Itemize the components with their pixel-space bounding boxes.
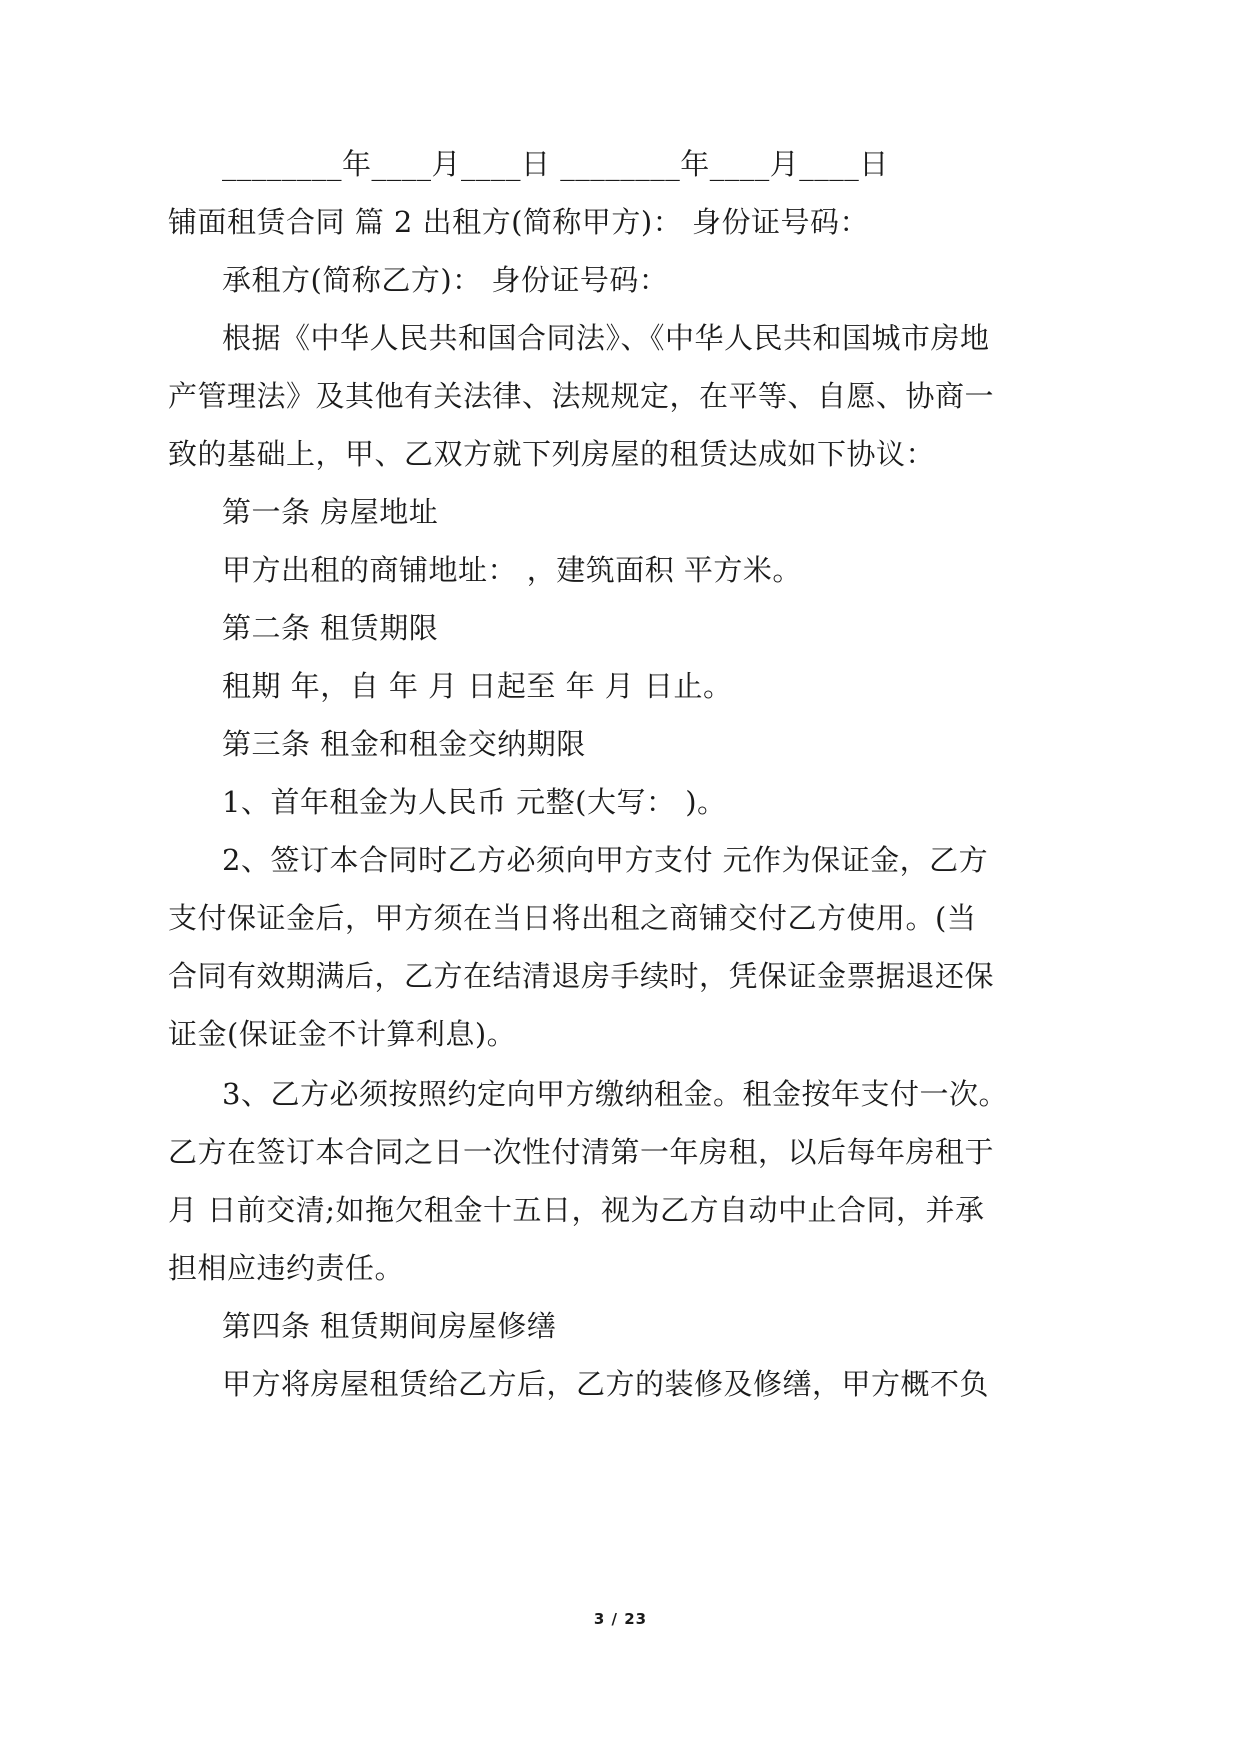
page-number: 3 / 23: [593, 1610, 648, 1628]
article3-item2-line-2: 支付保证金后，甲方须在当日将出租之商铺交付乙方使用。(当: [168, 901, 977, 935]
article4-title: 第四条 租赁期间房屋修缮: [222, 1309, 557, 1343]
article3-item3-line-3: 月 日前交清;如拖欠租金十五日，视为乙方自动中止合同，并承: [168, 1193, 985, 1227]
lessee-line: 承租方(简称乙方)： 身份证号码：: [222, 263, 669, 297]
article2-title: 第二条 租赁期限: [222, 611, 439, 645]
preamble-line-3: 致的基础上，甲、乙双方就下列房屋的租赁达成如下协议：: [168, 437, 936, 471]
article2-text: 租期 年，自 年 月 日起至 年 月 日止。: [222, 669, 733, 703]
article3-item3-line-1: 3、乙方必须按照约定向甲方缴纳租金。租金按年支付一次。: [222, 1077, 1008, 1111]
article1-title: 第一条 房屋地址: [222, 495, 439, 529]
article3-item1: 1、首年租金为人民币 元整(大写： )。: [222, 785, 727, 819]
article3-item3-line-4: 担相应违约责任。: [168, 1251, 405, 1285]
article3-item2-line-1: 2、签订本合同时乙方必须向甲方支付 元作为保证金，乙方: [222, 843, 989, 877]
article1-text: 甲方出租的商铺地址： ，建筑面积 平方米。: [222, 553, 802, 587]
contract-heading-line: 铺面租赁合同 篇 2 出租方(简称甲方)： 身份证号码：: [168, 205, 869, 239]
preamble-line-2: 产管理法》及其他有关法律、法规规定，在平等、自愿、协商一: [168, 379, 995, 413]
preamble-line-1: 根据《中华人民共和国合同法》、《中华人民共和国城市房地: [222, 321, 990, 355]
signature-date-line: ________年____月____日 ________年____月____日: [222, 147, 889, 181]
article3-item3-line-2: 乙方在签订本合同之日一次性付清第一年房租，以后每年房租于: [168, 1135, 995, 1169]
article3-title: 第三条 租金和租金交纳期限: [222, 727, 586, 761]
article3-item2-line-3: 合同有效期满后，乙方在结清退房手续时，凭保证金票据退还保: [168, 959, 995, 993]
article3-item2-line-4: 证金(保证金不计算利息)。: [168, 1017, 517, 1051]
article4-text: 甲方将房屋租赁给乙方后，乙方的装修及修缮，甲方概不负: [222, 1367, 990, 1401]
